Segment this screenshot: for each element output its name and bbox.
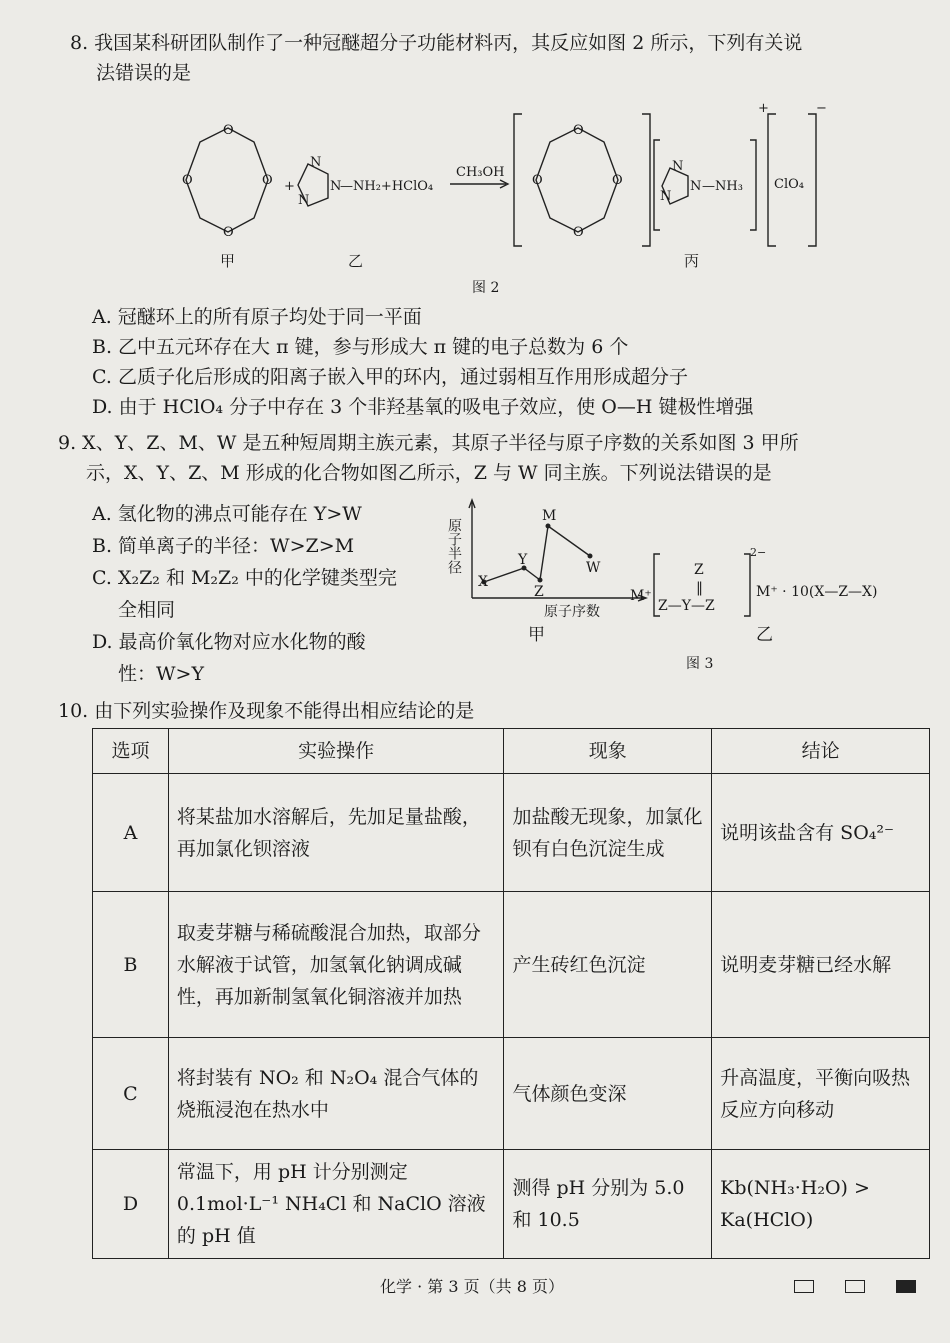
label-y: Y [518, 552, 528, 568]
q9-option-b: B. 简单离子的半径：W>Z>M [92, 535, 355, 557]
label-jia-fig3: 甲 [528, 625, 545, 645]
label-yi-fig3: 乙 [756, 625, 773, 645]
page-mark-empty-1 [794, 1280, 814, 1293]
cation-charge: + [758, 101, 769, 116]
x-axis-label: 原子序数 [544, 604, 600, 620]
q8-stem-line2: 法错误的是 [96, 62, 192, 84]
formula-double-bond: ‖ [696, 580, 703, 596]
label-x: X [478, 574, 488, 590]
q10-stem: 10. 由下列实验操作及现象不能得出相应结论的是 [58, 700, 475, 722]
formula-zyz: Z—Y—Z [658, 598, 715, 614]
label-m: M [542, 508, 557, 524]
q8-option-a: A. 冠醚环上的所有原子均处于同一平面 [92, 306, 422, 328]
q9-stem-line2: 示，X、Y、Z、M 形成的化合物如图乙所示，Z 与 W 同主族。下列说法错误的是 [86, 462, 772, 484]
table-row [93, 1038, 930, 1150]
row-d-option: D [93, 1150, 169, 1259]
crown-ether-ring-jia [186, 128, 268, 232]
q8-options [92, 302, 932, 422]
row-b-operation: 取麦芽糖与稀硫酸混合加热，取部分水解液于试管，加氢氧化钠调成碱性，再加新制氢氧化铜溶液并加热 [168, 892, 504, 1038]
row-b-phenomenon: 产生砖红色沉淀 [504, 892, 712, 1038]
footer-page-marks [768, 1276, 916, 1295]
atom-o-1: O [223, 123, 234, 138]
q9-option-c-line2: 全相同 [118, 599, 176, 621]
q8-option-b: B. 乙中五元环存在大 π 键，参与形成大 π 键的电子总数为 6 个 [92, 336, 629, 358]
label-yi: 乙 [348, 252, 364, 270]
label-bing: 丙 [684, 252, 700, 270]
row-a-operation: 将某盐加水溶解后，先加足量盐酸，再加氯化钡溶液 [168, 774, 504, 892]
yi-formula: —NH₂+HClO₄ [340, 179, 434, 194]
formula-charge: 2− [750, 546, 767, 559]
q10-table [92, 728, 930, 1259]
formula-tail: M⁺ · 10(X—Z—X) [756, 584, 878, 600]
plus-sign: + [284, 179, 295, 194]
row-c-option: C [93, 1038, 169, 1150]
crown-ether-ring-bing [536, 128, 618, 232]
y-axis-label-1: 原子半径 [446, 518, 462, 574]
q9-option-a: A. 氢化物的沸点可能存在 Y>W [92, 503, 362, 525]
point-z [538, 578, 543, 583]
atom-n-4: N [672, 159, 684, 174]
formula-m-plus: M⁺ [630, 588, 652, 604]
row-a-phenomenon: 加盐酸无现象，加氯化钡有白色沉淀生成 [504, 774, 712, 892]
row-d-conclusion: Kb(NH₃·H₂O) > Ka(HClO) [712, 1150, 930, 1259]
row-a-option: A [93, 774, 169, 892]
atom-o-6: O [532, 173, 543, 188]
table-row [93, 892, 930, 1038]
q9-figure-3 [444, 496, 914, 678]
row-b-option: B [93, 892, 169, 1038]
table-header-row [93, 729, 930, 774]
page-footer: 化学 · 第 3 页（共 8 页） [380, 1277, 564, 1296]
row-c-conclusion: 升高温度，平衡向吸热反应方向移动 [712, 1038, 930, 1150]
row-c-operation: 将封装有 NO₂ 和 N₂O₄ 混合气体的烧瓶浸泡在热水中 [168, 1038, 504, 1150]
atom-o-2: O [182, 173, 193, 188]
atom-o-7: O [612, 173, 623, 188]
figure-2-caption: 图 2 [472, 280, 500, 296]
atom-n-1: N [310, 155, 322, 170]
q9-stem-line1: 9. X、Y、Z、M、W 是五种短周期主族元素，其原子半径与原子序数的关系如图 3 甲所 [58, 432, 799, 454]
nh3-group: —NH₃ [702, 179, 743, 194]
row-a-conclusion: 说明该盐含有 SO₄²⁻ [712, 774, 930, 892]
q8-option-d: D. 由于 HClO₄ 分子中存在 3 个非羟基氧的吸电子效应，使 O—H 键极性增强 [92, 396, 754, 418]
q8-stem [70, 28, 930, 88]
atom-n-5: N [660, 189, 672, 204]
row-b-conclusion: 说明麦芽糖已经水解 [712, 892, 930, 1038]
atom-n-3: N [330, 179, 342, 194]
page-mark-filled [896, 1280, 916, 1293]
header-phenomenon: 现象 [504, 729, 712, 774]
q8-stem-line1: 8. 我国某科研团队制作了一种冠醚超分子功能材料丙，其反应如图 2 所示，下列有关说 [70, 32, 803, 54]
q8-figure-2 [150, 100, 830, 300]
page-mark-empty-2 [845, 1280, 865, 1293]
anion-charge: − [816, 101, 827, 116]
atom-n-2: N [298, 193, 310, 208]
atom-n-6: N [690, 179, 702, 194]
q9-options [92, 498, 452, 690]
table-row [93, 774, 930, 892]
atom-o-8: O [573, 225, 584, 240]
q9-option-d-line2: 性：W>Y [118, 663, 204, 685]
header-operation: 实验操作 [168, 729, 504, 774]
atom-o-4: O [223, 225, 234, 240]
row-d-phenomenon: 测得 pH 分别为 5.0 和 10.5 [504, 1150, 712, 1259]
reagent-ch3oh: CH₃OH [456, 165, 505, 180]
radius-curve [484, 526, 590, 582]
row-d-operation: 常温下，用 pH 计分别测定 0.1mol·L⁻¹ NH₄Cl 和 NaClO 溶液的 pH 值 [168, 1150, 504, 1259]
header-conclusion: 结论 [712, 729, 930, 774]
q8-option-c: C. 乙质子化后形成的阳离子嵌入甲的环内，通过弱相互作用形成超分子 [92, 366, 688, 388]
table-row [93, 1150, 930, 1259]
clo4-anion: ClO₄ [774, 177, 804, 192]
point-w [588, 554, 593, 559]
formula-z-top: Z [694, 562, 704, 578]
label-jia: 甲 [220, 252, 236, 270]
q9-stem [58, 428, 930, 488]
label-w: W [586, 560, 601, 576]
row-c-phenomenon: 气体颜色变深 [504, 1038, 712, 1150]
label-z: Z [534, 584, 544, 600]
point-m [546, 524, 551, 529]
atom-o-3: O [262, 173, 273, 188]
atom-o-5: O [573, 123, 584, 138]
q9-option-d-line1: D. 最高价氧化物对应水化物的酸 [92, 631, 366, 653]
q9-option-c-line1: C. X₂Z₂ 和 M₂Z₂ 中的化学键类型完 [92, 567, 397, 589]
header-option: 选项 [93, 729, 169, 774]
figure-3-caption: 图 3 [686, 656, 714, 672]
